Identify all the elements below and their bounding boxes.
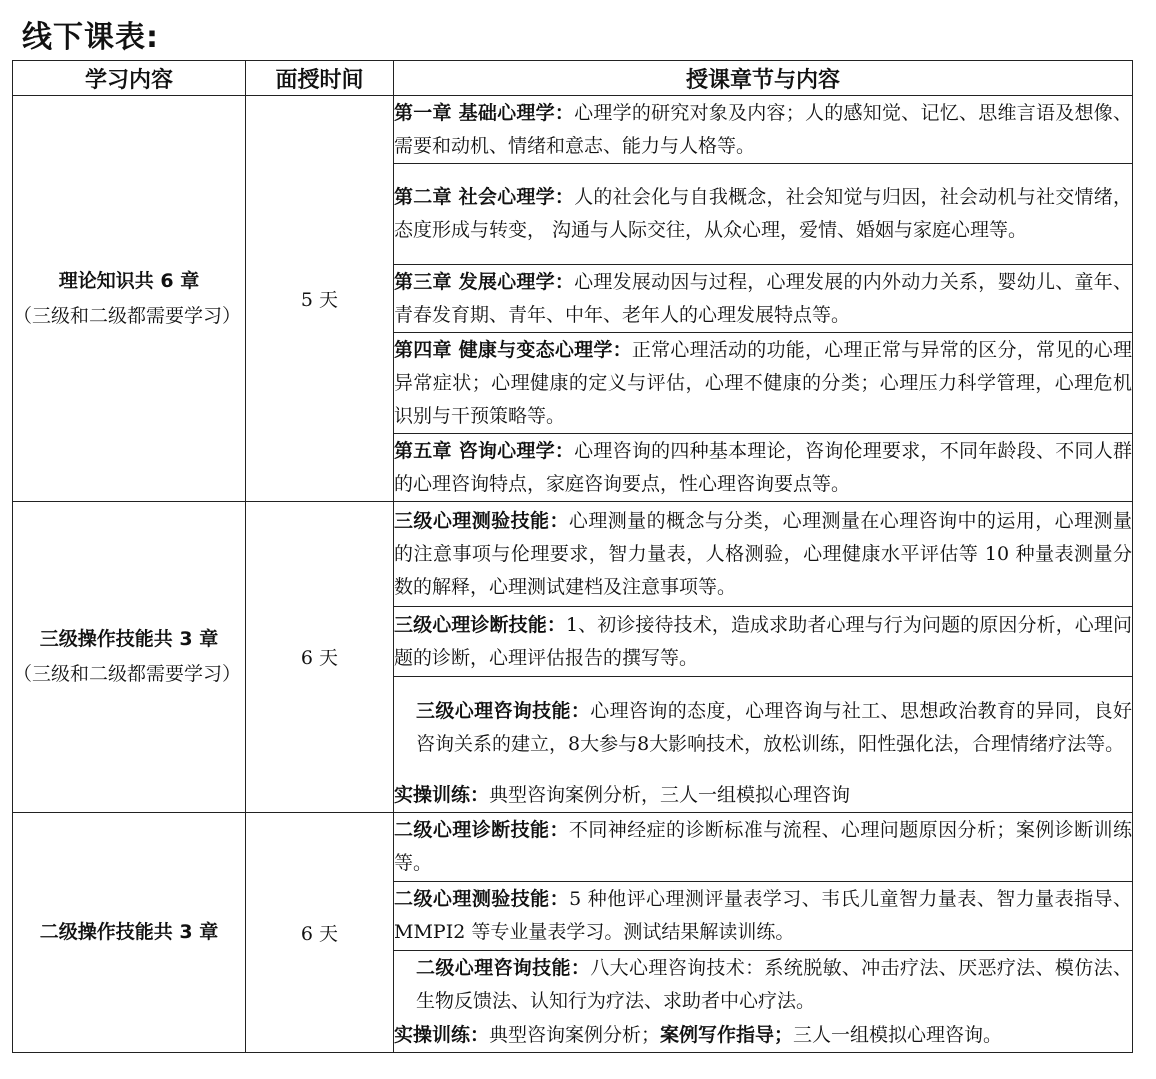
chapter-text-secondary: 三人一组模拟心理咨询。 <box>793 1024 1003 1046</box>
chapter-label: 第四章 健康与变态心理学： <box>394 338 632 361</box>
subject-note: （三级和二级都需要学习） <box>13 304 242 327</box>
table-header-row <box>13 61 1133 96</box>
chapter-content-cell <box>394 265 1133 333</box>
chapter-text: 心理学的研究对象及内容；人的感知觉、记忆、思维言语及想像、需要和动机、情绪和意志、能力与人格等。 <box>394 101 1132 157</box>
days-cell: 5 天 <box>246 96 394 502</box>
chapter-label: 二级心理咨询技能： <box>416 956 591 979</box>
subject-title: 二级操作技能共 3 章 <box>39 920 219 943</box>
chapter-text: 不同神经症的诊断标准与流程、心理问题原因分析；案例诊断训练等。 <box>394 818 1132 874</box>
chapter-label: 第二章 社会心理学： <box>394 186 575 208</box>
chapter-content-cell <box>394 164 1133 265</box>
chapter-text: 典型咨询案例分析，三人一组模拟心理咨询 <box>489 783 851 806</box>
chapter-content-cell <box>394 333 1133 434</box>
chapter-label: 三级心理测验技能： <box>394 509 569 532</box>
subject-cell <box>13 502 246 813</box>
chapter-content-cell <box>394 779 1133 813</box>
chapter-label: 实操训练： <box>394 1024 490 1046</box>
chapter-text: 心理发展动因与过程，心理发展的内外动力关系，婴幼儿、童年、青春发育期、青年、中年、老年人的心理发展特点等。 <box>394 270 1132 326</box>
table-row <box>13 502 1133 607</box>
course-schedule-table <box>12 60 1133 1053</box>
chapter-text: 正常心理活动的功能，心理正常与异常的区分，常见的心理异常症状；心理健康的定义与评估，心理不健康的分类；心理压力科学管理，心理危机识别与干预策略等。 <box>394 338 1132 427</box>
chapter-content-cell <box>394 1019 1133 1053</box>
chapter-text: 心理咨询的四种基本理论，咨询伦理要求，不同年龄段、不同人群的心理咨询特点，家庭咨询要点，性心理咨询要点等。 <box>394 439 1132 495</box>
chapter-label: 三级心理诊断技能： <box>394 613 566 636</box>
days-cell: 6 天 <box>246 812 394 1053</box>
chapter-label: 二级心理诊断技能： <box>394 818 569 841</box>
chapter-content-cell <box>394 677 1133 779</box>
table-row <box>13 96 1133 164</box>
chapter-text: 5 种他评心理测评量表学习、韦氏儿童智力量表、智力量表指导、MMPI2 等专业量表学习。测试结果解读训练。 <box>394 887 1132 943</box>
chapter-label: 实操训练： <box>394 783 490 806</box>
chapter-text: 人的社会化与自我概念，社会知觉与归因，社会动机与社交情绪，态度形成与转变， 沟通与人际交往，从众心理，爱情、婚姻与家庭心理等。 <box>394 186 1132 241</box>
chapter-label: 第三章 发展心理学： <box>394 270 575 293</box>
chapter-text: 1、初诊接待技术，造成求助者心理与行为问题的原因分析，心理问题的诊断，心理评估报告的撰写等。 <box>394 613 1132 669</box>
chapter-content-cell <box>394 607 1133 677</box>
subject-cell <box>13 96 246 502</box>
chapter-content-cell <box>394 950 1133 1019</box>
chapter-content-cell <box>394 881 1133 950</box>
days-cell: 6 天 <box>246 502 394 813</box>
subject-note: （三级和二级都需要学习） <box>13 662 242 685</box>
header-study-content: 学习内容 <box>13 61 246 96</box>
chapter-text: 心理咨询的态度，心理咨询与社工、思想政治教育的异同，良好咨询关系的建立，8大参与8大影响技术，放松训练，阳性强化法，合理情绪疗法等。 <box>416 699 1132 755</box>
chapter-content-cell <box>394 502 1133 607</box>
chapter-label: 三级心理咨询技能： <box>416 699 591 722</box>
chapter-label: 第一章 基础心理学： <box>394 101 575 124</box>
subject-title: 三级操作技能共 3 章 <box>39 627 219 650</box>
subject-title: 理论知识共 6 章 <box>58 269 200 292</box>
table-row <box>13 812 1133 881</box>
chapter-content-cell <box>394 812 1133 881</box>
chapter-content-cell <box>394 434 1133 502</box>
subject-cell <box>13 812 246 1053</box>
chapter-label: 二级心理测验技能： <box>394 887 570 910</box>
header-teaching-time: 面授时间 <box>246 61 394 96</box>
chapter-label: 第五章 咨询心理学： <box>394 439 575 462</box>
page-title: 线下课表: <box>22 20 159 55</box>
chapter-text: 典型咨询案例分析； <box>489 1024 661 1046</box>
chapter-content-cell <box>394 96 1133 164</box>
chapter-label-secondary: 案例写作指导； <box>660 1024 794 1046</box>
header-chapter-content: 授课章节与内容 <box>394 61 1133 96</box>
chapter-text: 八大心理咨询技术：系统脱敏、冲击疗法、厌恶疗法、模仿法、生物反馈法、认知行为疗法、求助者中心疗法。 <box>416 956 1132 1012</box>
chapter-text: 心理测量的概念与分类，心理测量在心理咨询中的运用，心理测量的注意事项与伦理要求，智力量表，人格测验，心理健康水平评估等 10 种量表测量分数的解释，心理测试建档及注意事项等。 <box>394 509 1132 598</box>
